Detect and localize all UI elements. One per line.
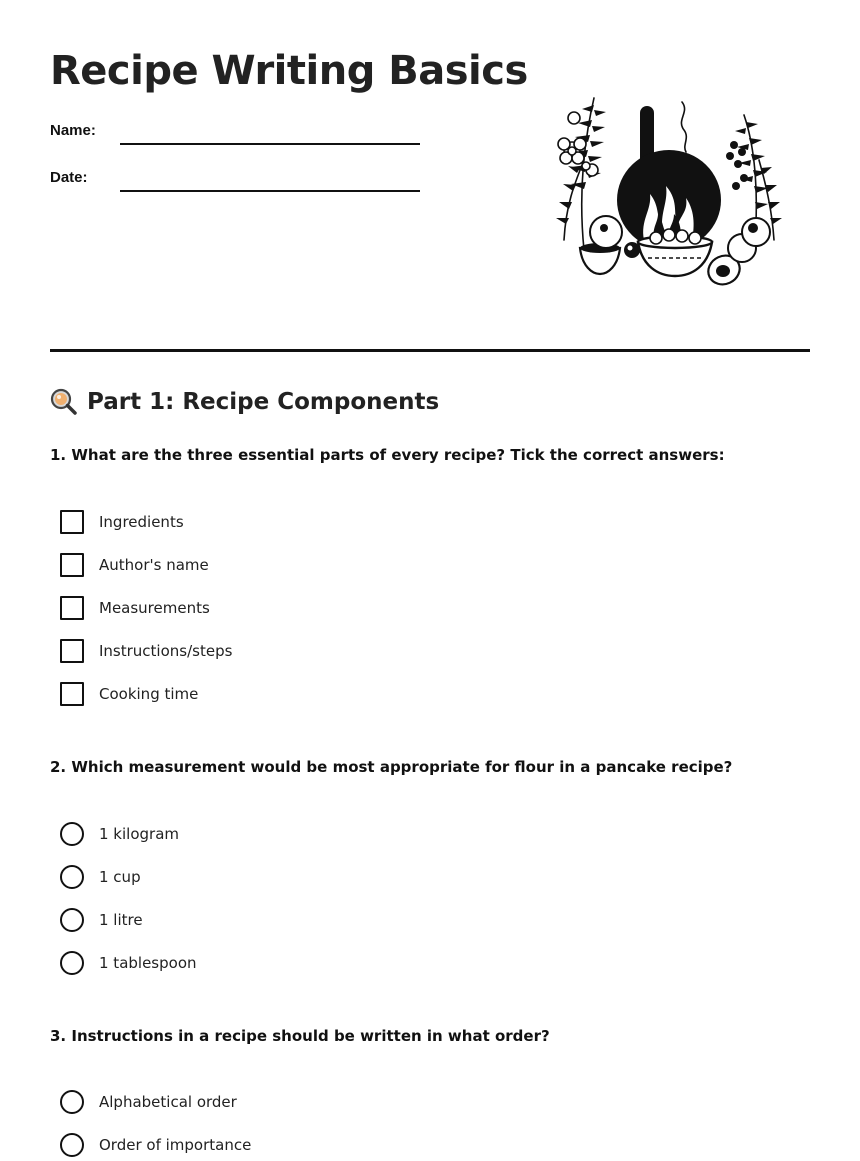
option-label: Alphabetical order: [99, 1093, 237, 1111]
q2-option-1-kilogram[interactable]: [60, 822, 179, 846]
cooking-pot-illustration: [544, 90, 794, 290]
q1-option-cooking-time[interactable]: [60, 682, 198, 706]
section-heading-part-1: [50, 388, 439, 416]
q1-option-measurements[interactable]: [60, 596, 210, 620]
radio-button[interactable]: [60, 951, 84, 975]
option-label: Author's name: [99, 556, 209, 574]
q2-option-1-tablespoon[interactable]: [60, 951, 197, 975]
radio-button[interactable]: [60, 865, 84, 889]
name-label: Name:: [50, 122, 96, 139]
checkbox[interactable]: [60, 596, 84, 620]
option-label: Measurements: [99, 599, 210, 617]
option-label: 1 tablespoon: [99, 954, 197, 972]
checkbox[interactable]: [60, 553, 84, 577]
section-divider: [50, 349, 810, 352]
q2-option-1-cup[interactable]: [60, 865, 141, 889]
question-3: 3. Instructions in a recipe should be written in what order?: [50, 1027, 550, 1045]
radio-button[interactable]: [60, 822, 84, 846]
option-label: Instructions/steps: [99, 642, 233, 660]
checkbox[interactable]: [60, 682, 84, 706]
question-2: 2. Which measurement would be most appropriate for flour in a pancake recipe?: [50, 758, 733, 776]
page-title: Recipe Writing Basics: [50, 48, 528, 94]
date-label: Date:: [50, 169, 88, 186]
option-label: 1 cup: [99, 868, 141, 886]
checkbox[interactable]: [60, 510, 84, 534]
option-label: Cooking time: [99, 685, 199, 703]
option-label: Order of importance: [99, 1136, 252, 1154]
section-heading-text: Part 1: Recipe Components: [87, 389, 440, 415]
q1-option-authors-name[interactable]: [60, 553, 209, 577]
radio-button[interactable]: [60, 908, 84, 932]
q3-option-importance[interactable]: [60, 1133, 251, 1157]
option-label: 1 kilogram: [99, 825, 180, 843]
q1-option-instructions[interactable]: [60, 639, 232, 663]
date-field[interactable]: [120, 190, 420, 192]
q2-option-1-litre[interactable]: [60, 908, 143, 932]
radio-button[interactable]: [60, 1133, 84, 1157]
option-label: 1 litre: [99, 911, 143, 929]
question-1: 1. What are the three essential parts of every recipe? Tick the correct answers:: [50, 446, 725, 464]
q1-option-ingredients[interactable]: [60, 510, 184, 534]
radio-button[interactable]: [60, 1090, 84, 1114]
q3-option-alphabetical[interactable]: [60, 1090, 237, 1114]
checkbox[interactable]: [60, 639, 84, 663]
name-field[interactable]: [120, 143, 420, 145]
option-label: Ingredients: [99, 513, 184, 531]
magnifying-glass-icon: [50, 388, 78, 416]
